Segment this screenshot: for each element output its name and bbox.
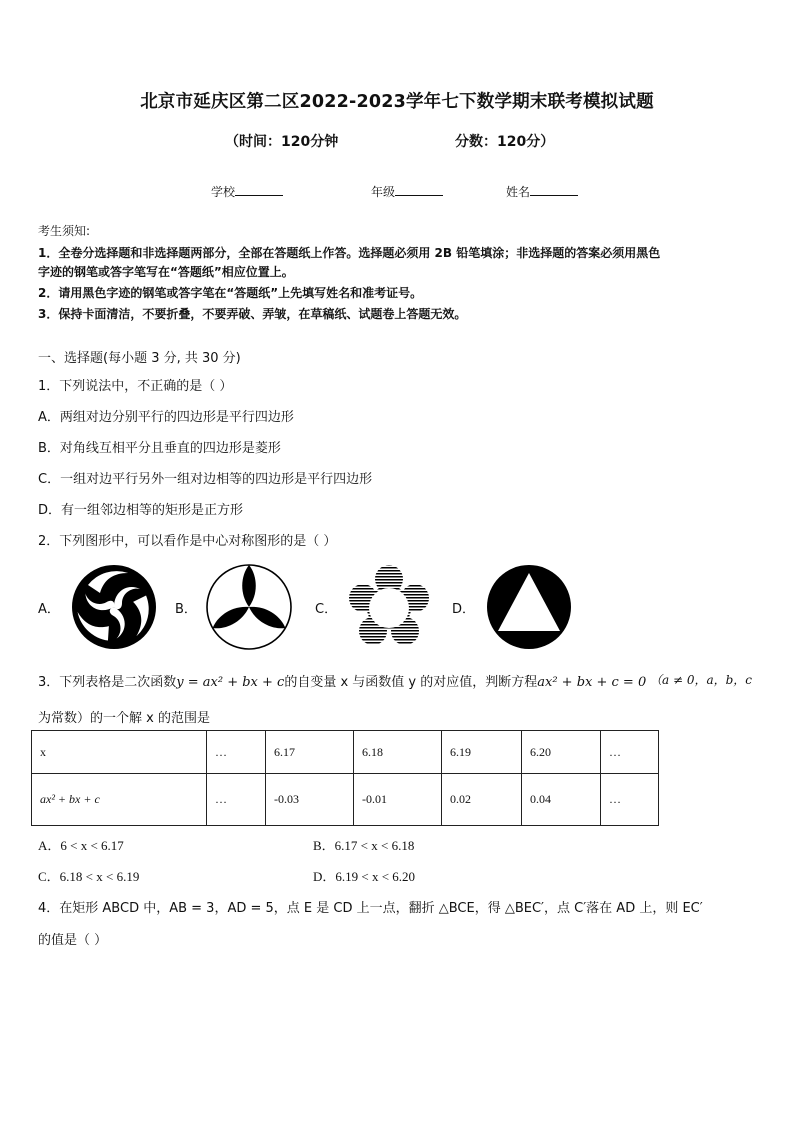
q2-figure-c-flower xyxy=(343,561,435,653)
q3-stem-a: 3．下列表格是二次函数 xyxy=(38,675,177,690)
q3-stem-b: 的自变量 x 与函数值 y 的对应值，判断方程 xyxy=(284,675,538,690)
q3-option-a: A．6 < x < 6.17 xyxy=(38,838,124,853)
exam-time: （时间：120分钟 xyxy=(225,134,339,150)
school-blank xyxy=(235,182,283,196)
table-cell: … xyxy=(601,731,659,774)
table-cell: x xyxy=(32,731,207,774)
q1-stem: 1．下列说法中，不正确的是（ ） xyxy=(38,379,233,394)
q2-label-a: A． xyxy=(38,602,60,617)
q2-label-c: C． xyxy=(315,602,338,617)
notice-line-1a: 1．全卷分选择题和非选择题两部分，全部在答题纸上作答。选择题必须用 2B 铅笔填涂；非选择题的答案必须用黑色 xyxy=(38,246,661,260)
name-blank xyxy=(530,182,578,196)
q2-figure-a-tomoe xyxy=(70,563,158,651)
table-cell: … xyxy=(207,774,266,826)
q2-label-b: B． xyxy=(175,602,197,617)
q1-option-d: D．有一组邻边相等的矩形是正方形 xyxy=(38,503,244,518)
table-cell: 6.18 xyxy=(354,731,442,774)
grade-blank xyxy=(395,182,443,196)
table-cell: 6.17 xyxy=(266,731,354,774)
q3-stem-line1 xyxy=(38,671,646,690)
table-cell: 6.19 xyxy=(442,731,522,774)
q4-stem-line1: 4．在矩形 ABCD 中，AB = 3，AD = 5，点 E 是 CD 上一点，翻折 △BCE，得 △BEC′，点 C′落在 AD 上，则 EC′ xyxy=(38,901,703,916)
q3-option-d: D．6.19 < x < 6.20 xyxy=(313,869,416,884)
grade-label: 年级 xyxy=(371,185,396,199)
table-cell: 0.02 xyxy=(442,774,522,826)
grade-field xyxy=(371,182,443,200)
q3-stem-c: 为常数）的一个解 x 的范围是 xyxy=(38,711,210,726)
q3-option-c: C．6.18 < x < 6.19 xyxy=(38,869,140,884)
q4-stem-line2: 的值是（ ） xyxy=(38,933,108,948)
table-cell: 0.04 xyxy=(522,774,601,826)
notice-line-3: 3．保持卡面清洁，不要折叠，不要弄破、弄皱，在草稿纸、试题卷上答题无效。 xyxy=(38,307,467,321)
q3-condition: （a ≠ 0，a，b，c xyxy=(650,673,753,687)
table-cell: -0.03 xyxy=(266,774,354,826)
table-cell: -0.01 xyxy=(354,774,442,826)
exam-score: 分数：120分） xyxy=(455,134,555,150)
q1-option-b: B．对角线互相平分且垂直的四边形是菱形 xyxy=(38,441,281,456)
notice-heading: 考生须知: xyxy=(38,224,91,238)
table-cell: ax² + bx + c xyxy=(32,774,207,826)
exam-title: 北京市延庆区第二区2022-2023学年七下数学期末联考模拟试题 xyxy=(140,92,654,112)
name-label: 姓名 xyxy=(506,185,531,199)
school-field xyxy=(211,182,283,200)
table-cell: … xyxy=(207,731,266,774)
q2-figure-d-triangle xyxy=(485,563,573,651)
notice-line-2: 2．请用黑色字迹的钢笔或答字笔在“答题纸”上先填写姓名和准考证号。 xyxy=(38,286,423,300)
name-field xyxy=(506,182,578,200)
q2-figure-b-petals xyxy=(205,563,293,651)
table-row xyxy=(32,731,659,774)
q3-option-b: B．6.17 < x < 6.18 xyxy=(313,838,415,853)
q2-stem: 2．下列图形中，可以看作是中心对称图形的是（ ） xyxy=(38,534,337,549)
table-cell: … xyxy=(601,774,659,826)
school-label: 学校 xyxy=(211,185,236,199)
table-row xyxy=(32,774,659,826)
q3-value-table xyxy=(31,730,659,826)
notice-line-1b: 字迹的钢笔或答字笔写在“答题纸”相应位置上。 xyxy=(38,265,294,279)
table-cell: 6.20 xyxy=(522,731,601,774)
q3-equation: ax² + bx + c = 0 xyxy=(537,675,647,690)
q1-option-c: C．一组对边平行另外一组对边相等的四边形是平行四边形 xyxy=(38,472,373,487)
q1-option-a: A．两组对边分别平行的四边形是平行四边形 xyxy=(38,410,294,425)
q2-label-d: D． xyxy=(452,602,476,617)
q3-function: y = ax² + bx + c xyxy=(176,675,285,690)
section-heading: 一、选择题(每小题 3 分, 共 30 分) xyxy=(38,351,241,366)
